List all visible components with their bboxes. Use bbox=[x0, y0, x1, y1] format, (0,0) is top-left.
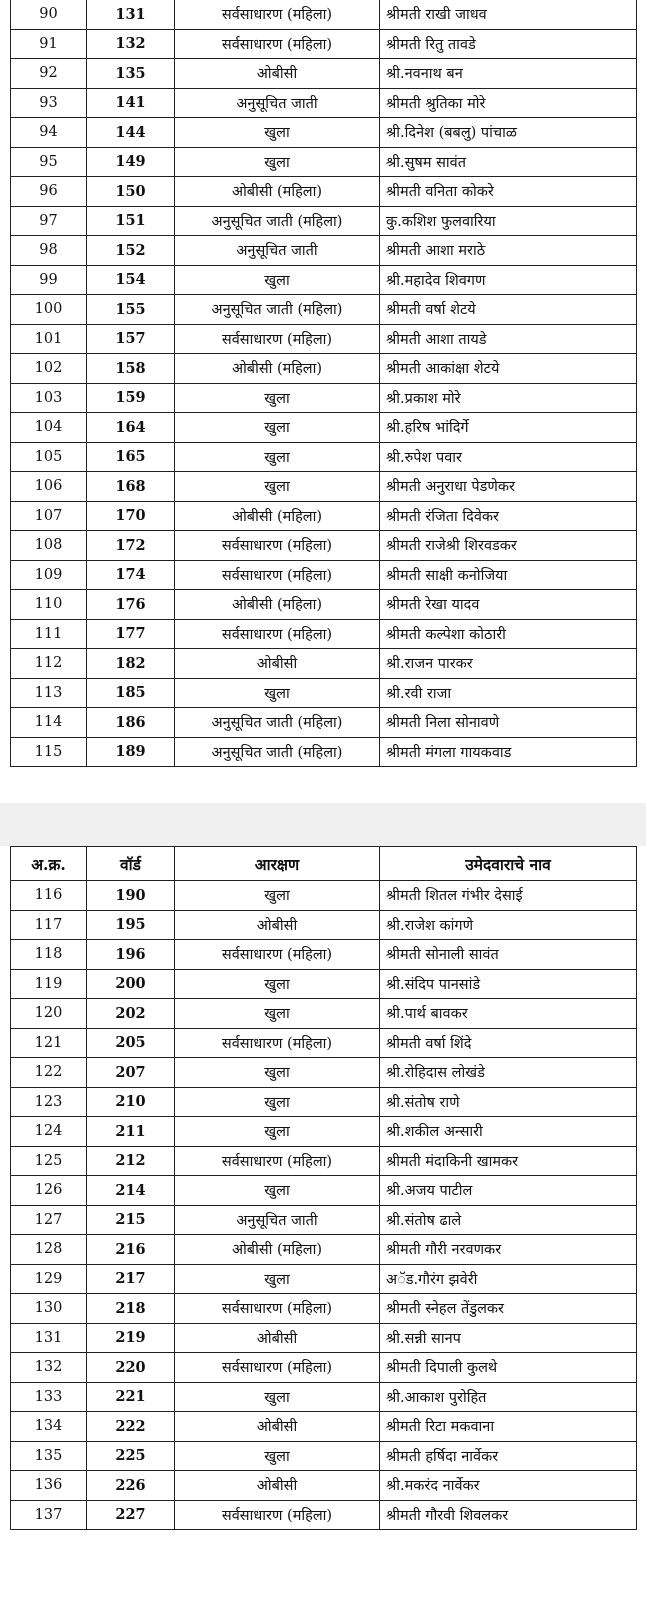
table-row bbox=[11, 678, 637, 708]
candidate-name-cell: श्रीमती वर्षा शिंदे bbox=[380, 1028, 637, 1058]
serial-no-cell: 92 bbox=[11, 59, 87, 89]
serial-no-cell: 109 bbox=[11, 560, 87, 590]
candidate-name-cell: श्री.रुपेश पवार bbox=[380, 442, 637, 472]
serial-no-cell: 114 bbox=[11, 708, 87, 738]
ward-number-cell: 170 bbox=[87, 501, 175, 531]
reservation-cell: ओबीसी (महिला) bbox=[175, 1235, 380, 1265]
serial-no-cell: 105 bbox=[11, 442, 87, 472]
candidate-name-cell: श्रीमती आशा मराठे bbox=[380, 236, 637, 266]
serial-no-cell: 102 bbox=[11, 354, 87, 384]
candidate-name-cell: श्री.राजेश कांगणे bbox=[380, 910, 637, 940]
ward-number-cell: 222 bbox=[87, 1412, 175, 1442]
header-serial-no: अ.क्र. bbox=[11, 847, 87, 881]
reservation-cell: खुला bbox=[175, 265, 380, 295]
reservation-cell: खुला bbox=[175, 1058, 380, 1088]
ward-number-cell: 226 bbox=[87, 1471, 175, 1501]
candidate-name-cell: श्री.संतोष ढाले bbox=[380, 1205, 637, 1235]
header-candidate-name: उमेदवाराचे नाव bbox=[380, 847, 637, 881]
ward-number-cell: 217 bbox=[87, 1264, 175, 1294]
reservation-cell: अनुसूचित जाती (महिला) bbox=[175, 295, 380, 325]
candidate-name-cell: श्रीमती मंगला गायकवाड bbox=[380, 737, 637, 767]
table-row bbox=[11, 324, 637, 354]
ward-number-cell: 227 bbox=[87, 1500, 175, 1530]
candidate-name-cell: श्री.महादेव शिवगण bbox=[380, 265, 637, 295]
ward-number-cell: 207 bbox=[87, 1058, 175, 1088]
serial-no-cell: 107 bbox=[11, 501, 87, 531]
reservation-cell: खुला bbox=[175, 1087, 380, 1117]
serial-no-cell: 121 bbox=[11, 1028, 87, 1058]
candidate-name-cell: श्रीमती निला सोनावणे bbox=[380, 708, 637, 738]
reservation-cell: सर्वसाधारण (महिला) bbox=[175, 940, 380, 970]
serial-no-cell: 137 bbox=[11, 1500, 87, 1530]
table-row bbox=[11, 88, 637, 118]
reservation-cell: सर्वसाधारण (महिला) bbox=[175, 1028, 380, 1058]
serial-no-cell: 97 bbox=[11, 206, 87, 236]
ward-number-cell: 159 bbox=[87, 383, 175, 413]
ward-number-cell: 172 bbox=[87, 531, 175, 561]
reservation-cell: ओबीसी bbox=[175, 910, 380, 940]
ward-number-cell: 196 bbox=[87, 940, 175, 970]
serial-no-cell: 103 bbox=[11, 383, 87, 413]
serial-no-cell: 126 bbox=[11, 1176, 87, 1206]
reservation-cell: सर्वसाधारण (महिला) bbox=[175, 0, 380, 29]
ward-number-cell: 186 bbox=[87, 708, 175, 738]
table-row bbox=[11, 118, 637, 148]
candidate-name-cell: श्री.सुषम सावंत bbox=[380, 147, 637, 177]
candidate-table-header bbox=[11, 847, 637, 881]
table-row bbox=[11, 1058, 637, 1088]
ward-number-cell: 212 bbox=[87, 1146, 175, 1176]
ward-number-cell: 157 bbox=[87, 324, 175, 354]
reservation-cell: अनुसूचित जाती (महिला) bbox=[175, 206, 380, 236]
ward-number-cell: 211 bbox=[87, 1117, 175, 1147]
ward-number-cell: 225 bbox=[87, 1441, 175, 1471]
reservation-cell: खुला bbox=[175, 1117, 380, 1147]
candidate-name-cell: श्रीमती आशा तायडे bbox=[380, 324, 637, 354]
table-row bbox=[11, 1471, 637, 1501]
table-row bbox=[11, 1028, 637, 1058]
table-row bbox=[11, 1353, 637, 1383]
serial-no-cell: 112 bbox=[11, 649, 87, 679]
serial-no-cell: 119 bbox=[11, 969, 87, 999]
ward-number-cell: 149 bbox=[87, 147, 175, 177]
table-row bbox=[11, 1323, 637, 1353]
candidate-name-cell: श्रीमती राजेश्री शिरवडकर bbox=[380, 531, 637, 561]
serial-no-cell: 99 bbox=[11, 265, 87, 295]
serial-no-cell: 100 bbox=[11, 295, 87, 325]
reservation-cell: अनुसूचित जाती bbox=[175, 88, 380, 118]
reservation-cell: ओबीसी (महिला) bbox=[175, 590, 380, 620]
reservation-cell: अनुसूचित जाती (महिला) bbox=[175, 737, 380, 767]
serial-no-cell: 95 bbox=[11, 147, 87, 177]
table-row bbox=[11, 737, 637, 767]
reservation-cell: सर्वसाधारण (महिला) bbox=[175, 619, 380, 649]
table-row bbox=[11, 560, 637, 590]
serial-no-cell: 111 bbox=[11, 619, 87, 649]
candidate-table-bottom bbox=[10, 846, 637, 1530]
reservation-cell: सर्वसाधारण (महिला) bbox=[175, 560, 380, 590]
table-row bbox=[11, 1412, 637, 1442]
candidate-name-cell: श्री.रवी राजा bbox=[380, 678, 637, 708]
table-row bbox=[11, 472, 637, 502]
table-row bbox=[11, 29, 637, 59]
ward-number-cell: 131 bbox=[87, 0, 175, 29]
header-ward: वॉर्ड bbox=[87, 847, 175, 881]
reservation-cell: खुला bbox=[175, 413, 380, 443]
candidate-name-cell: श्री.राजन पारकर bbox=[380, 649, 637, 679]
candidate-name-cell: श्री.संदिप पानसांडे bbox=[380, 969, 637, 999]
serial-no-cell: 91 bbox=[11, 29, 87, 59]
candidate-name-cell: श्रीमती मंदाकिनी खामकर bbox=[380, 1146, 637, 1176]
ward-number-cell: 155 bbox=[87, 295, 175, 325]
candidate-table-top-body bbox=[11, 0, 637, 767]
serial-no-cell: 122 bbox=[11, 1058, 87, 1088]
header-reservation: आरक्षण bbox=[175, 847, 380, 881]
reservation-cell: अनुसूचित जाती bbox=[175, 236, 380, 266]
reservation-cell: सर्वसाधारण (महिला) bbox=[175, 531, 380, 561]
table-row bbox=[11, 881, 637, 911]
reservation-cell: सर्वसाधारण (महिला) bbox=[175, 29, 380, 59]
candidate-name-cell: श्री.संतोष राणे bbox=[380, 1087, 637, 1117]
ward-number-cell: 135 bbox=[87, 59, 175, 89]
ward-number-cell: 200 bbox=[87, 969, 175, 999]
candidate-list-page-bottom bbox=[10, 846, 636, 1604]
reservation-cell: खुला bbox=[175, 1264, 380, 1294]
reservation-cell: खुला bbox=[175, 969, 380, 999]
ward-number-cell: 210 bbox=[87, 1087, 175, 1117]
table-row bbox=[11, 649, 637, 679]
candidate-name-cell: कु.कशिश फुलवारिया bbox=[380, 206, 637, 236]
candidate-name-cell: श्रीमती वर्षा शेटये bbox=[380, 295, 637, 325]
reservation-cell: सर्वसाधारण (महिला) bbox=[175, 324, 380, 354]
table-row bbox=[11, 59, 637, 89]
candidate-list-page-top bbox=[10, 0, 636, 803]
table-row bbox=[11, 147, 637, 177]
table-row bbox=[11, 619, 637, 649]
ward-number-cell: 152 bbox=[87, 236, 175, 266]
table-row bbox=[11, 0, 637, 29]
reservation-cell: सर्वसाधारण (महिला) bbox=[175, 1294, 380, 1324]
table-row bbox=[11, 413, 637, 443]
reservation-cell: ओबीसी bbox=[175, 59, 380, 89]
candidate-name-cell: श्रीमती रिटा मकवाना bbox=[380, 1412, 637, 1442]
candidate-name-cell: श्री.आकाश पुरोहित bbox=[380, 1382, 637, 1412]
candidate-name-cell: श्री.शकील अन्सारी bbox=[380, 1117, 637, 1147]
reservation-cell: ओबीसी (महिला) bbox=[175, 177, 380, 207]
table-row bbox=[11, 383, 637, 413]
ward-number-cell: 165 bbox=[87, 442, 175, 472]
table-row bbox=[11, 940, 637, 970]
serial-no-cell: 101 bbox=[11, 324, 87, 354]
serial-no-cell: 116 bbox=[11, 881, 87, 911]
candidate-name-cell: श्रीमती रितु तावडे bbox=[380, 29, 637, 59]
table-row bbox=[11, 206, 637, 236]
table-row bbox=[11, 1087, 637, 1117]
serial-no-cell: 133 bbox=[11, 1382, 87, 1412]
table-row bbox=[11, 910, 637, 940]
serial-no-cell: 108 bbox=[11, 531, 87, 561]
serial-no-cell: 94 bbox=[11, 118, 87, 148]
table-row bbox=[11, 442, 637, 472]
reservation-cell: ओबीसी (महिला) bbox=[175, 501, 380, 531]
candidate-name-cell: श्रीमती साक्षी कनोजिया bbox=[380, 560, 637, 590]
reservation-cell: खुला bbox=[175, 442, 380, 472]
candidate-name-cell: श्रीमती हर्षिदा नार्वेकर bbox=[380, 1441, 637, 1471]
serial-no-cell: 127 bbox=[11, 1205, 87, 1235]
reservation-cell: सर्वसाधारण (महिला) bbox=[175, 1353, 380, 1383]
candidate-name-cell: श्रीमती अनुराधा पेडणेकर bbox=[380, 472, 637, 502]
serial-no-cell: 131 bbox=[11, 1323, 87, 1353]
reservation-cell: खुला bbox=[175, 147, 380, 177]
reservation-cell: खुला bbox=[175, 1441, 380, 1471]
ward-number-cell: 189 bbox=[87, 737, 175, 767]
ward-number-cell: 214 bbox=[87, 1176, 175, 1206]
table-row bbox=[11, 1500, 637, 1530]
reservation-cell: सर्वसाधारण (महिला) bbox=[175, 1500, 380, 1530]
serial-no-cell: 113 bbox=[11, 678, 87, 708]
ward-number-cell: 177 bbox=[87, 619, 175, 649]
serial-no-cell: 123 bbox=[11, 1087, 87, 1117]
candidate-name-cell: श्रीमती कल्पेशा कोठारी bbox=[380, 619, 637, 649]
table-row bbox=[11, 236, 637, 266]
candidate-name-cell: श्रीमती स्नेहल तेंडुलकर bbox=[380, 1294, 637, 1324]
reservation-cell: ओबीसी bbox=[175, 1412, 380, 1442]
serial-no-cell: 135 bbox=[11, 1441, 87, 1471]
ward-number-cell: 176 bbox=[87, 590, 175, 620]
table-row bbox=[11, 1117, 637, 1147]
candidate-name-cell: श्रीमती वनिता कोकरे bbox=[380, 177, 637, 207]
ward-number-cell: 141 bbox=[87, 88, 175, 118]
table-row bbox=[11, 501, 637, 531]
table-row bbox=[11, 590, 637, 620]
page-separator bbox=[0, 803, 646, 846]
ward-number-cell: 144 bbox=[87, 118, 175, 148]
serial-no-cell: 128 bbox=[11, 1235, 87, 1265]
reservation-cell: खुला bbox=[175, 472, 380, 502]
header-row bbox=[11, 847, 637, 881]
table-row bbox=[11, 999, 637, 1029]
serial-no-cell: 120 bbox=[11, 999, 87, 1029]
table-row bbox=[11, 177, 637, 207]
ward-number-cell: 182 bbox=[87, 649, 175, 679]
serial-no-cell: 130 bbox=[11, 1294, 87, 1324]
ward-number-cell: 185 bbox=[87, 678, 175, 708]
reservation-cell: खुला bbox=[175, 383, 380, 413]
table-row bbox=[11, 1294, 637, 1324]
serial-no-cell: 104 bbox=[11, 413, 87, 443]
table-row bbox=[11, 265, 637, 295]
reservation-cell: खुला bbox=[175, 999, 380, 1029]
candidate-name-cell: श्रीमती श्रुतिका मोरे bbox=[380, 88, 637, 118]
ward-number-cell: 219 bbox=[87, 1323, 175, 1353]
serial-no-cell: 125 bbox=[11, 1146, 87, 1176]
candidate-table-top bbox=[10, 0, 637, 767]
ward-number-cell: 151 bbox=[87, 206, 175, 236]
table-row bbox=[11, 1235, 637, 1265]
reservation-cell: अनुसूचित जाती bbox=[175, 1205, 380, 1235]
reservation-cell: ओबीसी bbox=[175, 1471, 380, 1501]
reservation-cell: खुला bbox=[175, 1176, 380, 1206]
serial-no-cell: 136 bbox=[11, 1471, 87, 1501]
serial-no-cell: 129 bbox=[11, 1264, 87, 1294]
candidate-name-cell: श्री.रोहिदास लोखंडे bbox=[380, 1058, 637, 1088]
table-row bbox=[11, 1264, 637, 1294]
ward-number-cell: 164 bbox=[87, 413, 175, 443]
reservation-cell: खुला bbox=[175, 678, 380, 708]
ward-number-cell: 216 bbox=[87, 1235, 175, 1265]
candidate-name-cell: श्रीमती गौरवी शिवलकर bbox=[380, 1500, 637, 1530]
ward-number-cell: 221 bbox=[87, 1382, 175, 1412]
serial-no-cell: 124 bbox=[11, 1117, 87, 1147]
ward-number-cell: 168 bbox=[87, 472, 175, 502]
serial-no-cell: 132 bbox=[11, 1353, 87, 1383]
candidate-name-cell: अॅड.गौरंग झवेरी bbox=[380, 1264, 637, 1294]
candidate-name-cell: श्री.प्रकाश मोरे bbox=[380, 383, 637, 413]
candidate-name-cell: श्रीमती सोनाली सावंत bbox=[380, 940, 637, 970]
candidate-name-cell: श्री.हरिष भांदिर्गे bbox=[380, 413, 637, 443]
ward-number-cell: 205 bbox=[87, 1028, 175, 1058]
serial-no-cell: 118 bbox=[11, 940, 87, 970]
table-row bbox=[11, 1205, 637, 1235]
table-row bbox=[11, 1176, 637, 1206]
candidate-name-cell: श्रीमती आकांक्षा शेटये bbox=[380, 354, 637, 384]
ward-number-cell: 218 bbox=[87, 1294, 175, 1324]
reservation-cell: ओबीसी bbox=[175, 1323, 380, 1353]
reservation-cell: खुला bbox=[175, 1382, 380, 1412]
candidate-name-cell: श्रीमती शितल गंभीर देसाई bbox=[380, 881, 637, 911]
candidate-name-cell: श्रीमती राखी जाधव bbox=[380, 0, 637, 29]
candidate-name-cell: श्री.नवनाथ बन bbox=[380, 59, 637, 89]
ward-number-cell: 220 bbox=[87, 1353, 175, 1383]
ward-number-cell: 190 bbox=[87, 881, 175, 911]
serial-no-cell: 134 bbox=[11, 1412, 87, 1442]
ward-number-cell: 174 bbox=[87, 560, 175, 590]
table-row bbox=[11, 354, 637, 384]
reservation-cell: सर्वसाधारण (महिला) bbox=[175, 1146, 380, 1176]
reservation-cell: ओबीसी bbox=[175, 649, 380, 679]
table-row bbox=[11, 531, 637, 561]
candidate-table-bottom-body bbox=[11, 881, 637, 1530]
serial-no-cell: 110 bbox=[11, 590, 87, 620]
table-row bbox=[11, 1146, 637, 1176]
reservation-cell: ओबीसी (महिला) bbox=[175, 354, 380, 384]
ward-number-cell: 202 bbox=[87, 999, 175, 1029]
candidate-name-cell: श्री.दिनेश (बबलु) पांचाळ bbox=[380, 118, 637, 148]
table-row bbox=[11, 1441, 637, 1471]
reservation-cell: अनुसूचित जाती (महिला) bbox=[175, 708, 380, 738]
ward-number-cell: 158 bbox=[87, 354, 175, 384]
candidate-name-cell: श्रीमती रेखा यादव bbox=[380, 590, 637, 620]
ward-number-cell: 132 bbox=[87, 29, 175, 59]
serial-no-cell: 117 bbox=[11, 910, 87, 940]
candidate-name-cell: श्रीमती रंजिता दिवेकर bbox=[380, 501, 637, 531]
serial-no-cell: 90 bbox=[11, 0, 87, 29]
serial-no-cell: 93 bbox=[11, 88, 87, 118]
serial-no-cell: 96 bbox=[11, 177, 87, 207]
candidate-name-cell: श्री.पार्थ बावकर bbox=[380, 999, 637, 1029]
ward-number-cell: 154 bbox=[87, 265, 175, 295]
serial-no-cell: 106 bbox=[11, 472, 87, 502]
candidate-name-cell: श्री.अजय पाटील bbox=[380, 1176, 637, 1206]
ward-number-cell: 150 bbox=[87, 177, 175, 207]
table-row bbox=[11, 969, 637, 999]
serial-no-cell: 98 bbox=[11, 236, 87, 266]
candidate-name-cell: श्री.सन्नी सानप bbox=[380, 1323, 637, 1353]
ward-number-cell: 215 bbox=[87, 1205, 175, 1235]
table-row bbox=[11, 1382, 637, 1412]
candidate-name-cell: श्री.मकरंद नार्वेकर bbox=[380, 1471, 637, 1501]
candidate-name-cell: श्रीमती दिपाली कुलथे bbox=[380, 1353, 637, 1383]
serial-no-cell: 115 bbox=[11, 737, 87, 767]
ward-number-cell: 195 bbox=[87, 910, 175, 940]
table-row bbox=[11, 708, 637, 738]
reservation-cell: खुला bbox=[175, 118, 380, 148]
reservation-cell: खुला bbox=[175, 881, 380, 911]
candidate-name-cell: श्रीमती गौरी नरवणकर bbox=[380, 1235, 637, 1265]
table-row bbox=[11, 295, 637, 325]
